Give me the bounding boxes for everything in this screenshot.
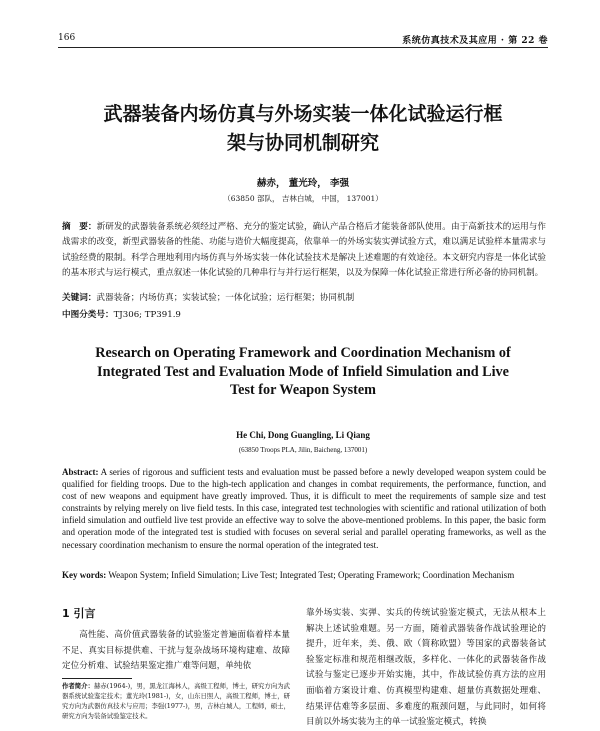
english-abstract — [62, 466, 546, 551]
english-authors: He Chi, Dong Guangling, Li Qiang — [236, 430, 370, 440]
classification-text: TJ306; TP391.9 — [113, 310, 181, 320]
chinese-abstract-text: 新研发的武器装备系统必须经过严格、充分的鉴定试验，确认产品合格后才能装备部队使用。由于高新技术的运用与作战需求的改变，新型武器装备的性能、功能与造价大幅度提高，依靠单一的外场实装实弹试验方式，难以满足试验样本量需求与试验经费的限制。科学合理地利用内场仿真与外场实装一体化试验技术是解决上述难题的有效途径。本文研究内容是一体化试验的基本形式与运行模式，重点叙述一体化试验的几种串行与并行运行框架，以及为保障一体化试验正常进行所必备的协同机制。 — [62, 222, 546, 279]
section-heading-introduction: 1 引言 — [62, 607, 96, 620]
chinese-keywords-label: 关键词： — [62, 293, 97, 303]
classification-number — [62, 308, 546, 322]
english-keywords-text: Weapon System; Infield Simulation; Live Test; Integrated Test; Operating Framework; Coordination Mechanism — [106, 570, 515, 580]
footnote-text: 赫赤(1964-)，男，黑龙江海林人，高级工程师，博士，研究方向为武器系统试验鉴定技术；董光玲(1981-)，女，山东日照人，高级工程师，博士，研究方向为武器仿真技术与应用；李强(1977-)，男，吉林白城人，工程师，硕士，研究方向为装备试验鉴定技术。 — [62, 681, 290, 720]
english-affiliation: (63850 Troops PLA, Jilin, Baicheng, 137001) — [238, 446, 368, 454]
page-number: 166 — [58, 33, 76, 43]
english-abstract-text: A series of rigorous and sufficient tests and evaluation must be passed before a newly developed weapon system could be qualified for fielding troops. Due to the high-tech application and changes in combat requirements, the performance, function, and cost of new weapons and equipment have greatly improved. Thus, it is difficult to meet the requirements of sample size and test constraints by relying merely on live field tests. In this case, integrated test technologies with scientific and rational utilization of both infield simulation and outfield live test provide an effective way to solve the above-mentioned problems. In this paper, the basic form and operation mode of the integrated test is studied with focuses on several serial and parallel operating frameworks, as well as the necessary coordination mechanism to ensure the normal operation of the integrated test. — [62, 467, 546, 550]
english-title-line-1: Research on Operating Framework and Coordination Mechanism of — [95, 345, 511, 361]
left-column — [62, 606, 290, 721]
header-rule — [58, 47, 548, 48]
classification-label: 中图分类号： — [62, 310, 114, 320]
english-abstract-label: Abstract: — [62, 467, 99, 477]
chinese-abstract — [62, 220, 546, 282]
right-column — [306, 606, 546, 731]
chinese-title-line-2: 架与协同机制研究 — [226, 132, 379, 154]
english-title — [58, 344, 548, 400]
chinese-affiliation: （63850 部队， 吉林白城， 中国， 137001） — [223, 194, 383, 203]
introduction-paragraph-1: 高性能、高价值武器装备的试验鉴定普遍面临着样本量不足、真实目标提供难、干扰与复杂战场环境构建难、故障定位分析难、试验结果鉴定推广难等问题，单纯依 — [62, 630, 290, 672]
footnote-rule — [62, 678, 132, 679]
chinese-authors: 赫赤， 董光玲， 李强 — [256, 178, 350, 189]
chinese-abstract-label: 摘 要： — [62, 222, 97, 232]
english-title-line-2: Integrated Test and Evaluation Mode of Infield Simulation and Live — [97, 363, 509, 380]
english-keywords-label: Key words: — [62, 570, 107, 580]
chinese-keywords — [62, 291, 546, 305]
journal-header: 系统仿真技术及其应用 · 第 22 卷 — [402, 36, 548, 46]
chinese-title — [58, 100, 548, 158]
chinese-keywords-text: 武器装备；内场仿真；实装试验；一体化试验；运行框架；协同机制 — [96, 293, 355, 303]
introduction-paragraph-2: 靠外场实装、实弹、实兵的传统试验鉴定模式，无法从根本上解决上述试验难题。另一方面，随着武器装备作战试验理论的提升，近年来，美、俄、欧（简称欧盟）等国家的武器装备试验鉴定标准和规范相继改版，多样化、一体化的武器装备作战试验与鉴定已逐步开始实施，其中，作战试验仿真方法的应用面临着方案设计难、仿真模型构建难、超量仿真数据处理难、结果评估难等多层面、多难度的瓶颈问题，与此同时，如何将目前以外场实装为主的单一试验鉴定模式，转换 — [306, 608, 546, 728]
author-footnote — [62, 681, 290, 721]
chinese-title-line-1: 武器装备内场仿真与外场实装一体化试验运行框 — [103, 103, 503, 125]
english-keywords — [62, 569, 546, 581]
footnote-label: 作者简介： — [62, 681, 94, 690]
english-title-line-3: Test for Weapon System — [230, 382, 376, 398]
